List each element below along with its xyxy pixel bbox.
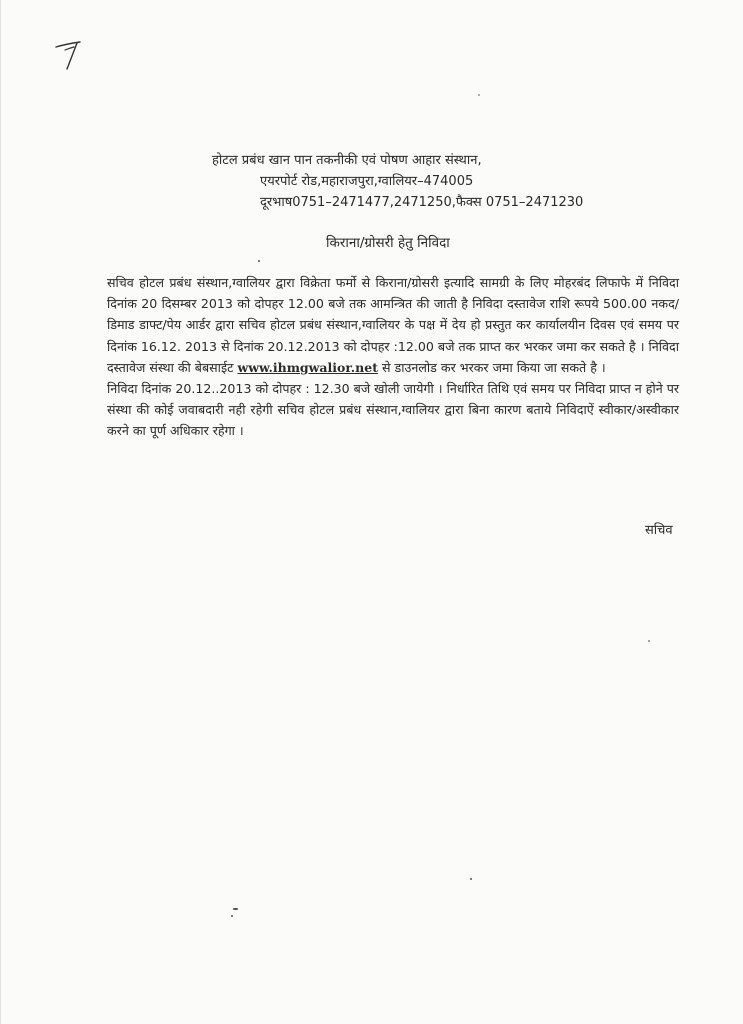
scan-speck bbox=[470, 878, 472, 880]
signature-designation: सचिव bbox=[645, 523, 673, 538]
tender-subject: किराना/ग्रोसरी हेतु निविदा bbox=[326, 235, 450, 251]
paragraph-1-tail: से डाउनलोड कर भरकर जमा किया जा सकते है । bbox=[377, 359, 606, 375]
institute-contact: दूरभाष0751–2471477,2471250,फैक्स 0751–2471230 bbox=[260, 195, 584, 210]
scan-speck bbox=[258, 260, 260, 262]
scan-speck bbox=[231, 915, 233, 917]
tender-paragraph-1 bbox=[107, 272, 679, 378]
institute-name: होटल प्रबंध खान पान तकनीकी एवं पोषण आहार संस्थान, bbox=[212, 153, 482, 168]
tender-body bbox=[107, 272, 679, 442]
scan-speck bbox=[648, 640, 650, 642]
paragraph-1-text: सचिव होटल प्रबंध संस्थान,ग्वालियर द्वारा विक्रेता फर्मो से किराना/ग्रोसरी इत्यादि सामग्री के लिए मोहरबंद लिफाफे में निविदा दिनांक 20 दिसम्बर 2013 को दोपहर 12.00 बजे तक आमन्त्रित की जाती है निविदा दस्तावेज राशि रूपये 500.00 नकद/डिमाड डाफ्ट/पेय आर्डर द्वारा सचिव होटल प्रबंध संस्थान,ग्वालियर के पक्ष में देय हो प्रस्तुत कर कार्यालयीन दिवस एवं समय पर दिनांक 16.12. 2013 से दिनांक 20.12.2013 को दोपहर :12.00 बजे तक प्राप्त कर भरकर जमा कर सकते है । निविदा दस्तावेज संस्था की बेबसाईट bbox=[107, 275, 679, 375]
scan-speck bbox=[233, 908, 238, 910]
tender-paragraph-2: निविदा दिनांक 20.12..2013 को दोपहर : 12.30 बजे खोली जायेगी । निर्धारित तिथि एवं समय पर निविदा प्राप्त न होने पर संस्था की कोई जवाबदारी नही रहेगी सचिव होटल प्रबंध संस्थान,ग्वालियर द्वारा बिना कारण बताये निविदाऐं स्वीकार/अस्वीकार करने का पूर्ण अधिकार रहेगा । bbox=[107, 381, 680, 439]
website-link[interactable]: www.ihmgwalior.net bbox=[237, 359, 378, 375]
handwritten-page-number bbox=[52, 38, 92, 78]
institute-address: एयरपोर्ट रोड,महाराजपुरा,ग्वालियर–474005 bbox=[260, 174, 474, 189]
scan-speck bbox=[478, 94, 480, 96]
